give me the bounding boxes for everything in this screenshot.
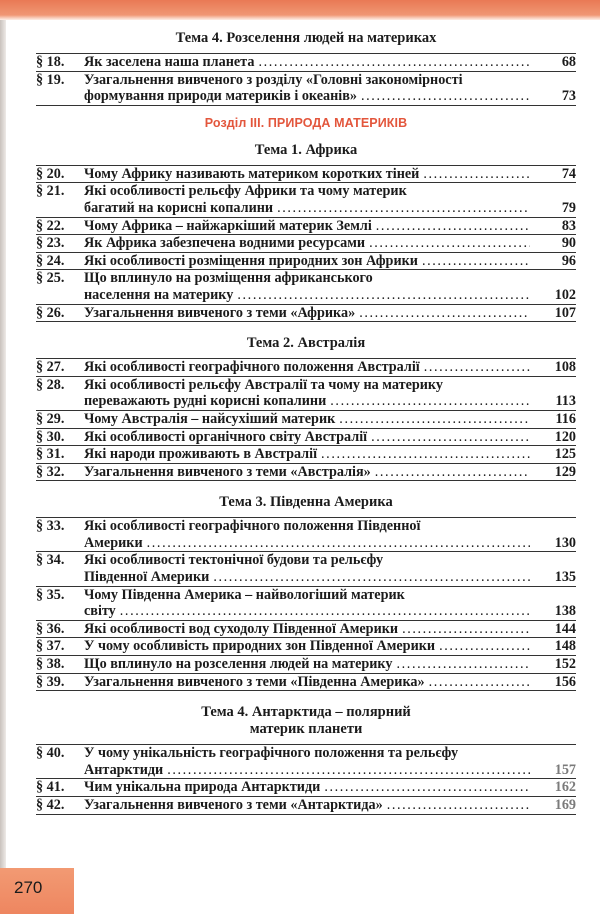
toc-entry-34[interactable] bbox=[36, 552, 576, 586]
entry-page: 156 bbox=[554, 673, 576, 690]
entry-number: § 38. bbox=[36, 656, 65, 673]
toc-entry-25[interactable] bbox=[36, 270, 576, 304]
toc-entry-42[interactable] bbox=[36, 797, 576, 815]
entry-title: Чому Африка – найжаркіший материк Землі bbox=[84, 217, 372, 234]
theme-heading-antarctica bbox=[36, 704, 576, 738]
entry-title: Які особливості географічного положення Австралії bbox=[84, 359, 420, 376]
toc-entry-23[interactable] bbox=[36, 235, 576, 253]
entry-page: 96 bbox=[561, 252, 576, 269]
dot-leader bbox=[369, 235, 530, 252]
theme-heading-settlement: Тема 4. Розселення людей на материках bbox=[175, 30, 437, 46]
entry-title: Які особливості рельєфу Африки та чому материк bbox=[84, 183, 407, 200]
entry-title: Узагальнення вивченого з теми «Антарктида» bbox=[84, 797, 383, 813]
entry-title: Які особливості вод суходолу Південної Америки bbox=[84, 620, 399, 637]
toc-entry-29[interactable] bbox=[36, 411, 576, 429]
settlement-entries bbox=[36, 53, 576, 106]
entry-page: 120 bbox=[554, 428, 576, 445]
entry-title: Які особливості органічного світу Австралії bbox=[84, 428, 368, 445]
entry-number: § 39. bbox=[36, 673, 65, 690]
entry-page: 74 bbox=[561, 165, 576, 182]
entry-number: § 28. bbox=[36, 376, 65, 393]
entry-title: Узагальнення вивченого з теми «Південна Америка» bbox=[84, 673, 425, 690]
toc-entry-22[interactable] bbox=[36, 218, 576, 236]
entry-number: § 23. bbox=[36, 235, 65, 252]
entry-number: § 34. bbox=[36, 552, 65, 569]
entry-page: 129 bbox=[554, 463, 576, 480]
entry-number: § 31. bbox=[36, 446, 65, 463]
dot-leader bbox=[423, 166, 530, 183]
entry-number: § 24. bbox=[36, 252, 65, 269]
dot-leader bbox=[277, 200, 530, 217]
entry-page: 169 bbox=[554, 797, 576, 813]
entry-number: § 40. bbox=[36, 745, 65, 762]
entry-number: § 41. bbox=[36, 779, 65, 796]
entry-title: Чому Африку називають материком коротких тіней bbox=[84, 165, 420, 182]
dot-leader bbox=[237, 287, 530, 304]
entry-page: 90 bbox=[561, 235, 576, 252]
page-edge-shadow bbox=[0, 20, 6, 914]
entry-page: 130 bbox=[554, 534, 576, 551]
dot-leader bbox=[147, 535, 530, 552]
toc-entry-39[interactable] bbox=[36, 674, 576, 692]
entry-number: § 26. bbox=[36, 304, 65, 321]
entry-page: 116 bbox=[555, 410, 576, 427]
entry-title-cont: Антарктиди bbox=[84, 761, 164, 778]
toc-entry-31[interactable] bbox=[36, 446, 576, 464]
toc-entry-30[interactable] bbox=[36, 429, 576, 447]
south-america-entries bbox=[36, 517, 576, 691]
entry-number: § 42. bbox=[36, 797, 65, 813]
entry-number: § 37. bbox=[36, 638, 65, 655]
toc-entry-41[interactable] bbox=[36, 779, 576, 797]
entry-page: 157 bbox=[554, 761, 576, 778]
entry-title: Які особливості тектонічної будови та рельєфу bbox=[84, 552, 384, 569]
dot-leader bbox=[324, 779, 530, 796]
entry-number: § 32. bbox=[36, 463, 65, 480]
entry-number: § 27. bbox=[36, 359, 65, 376]
top-decorative-band bbox=[0, 0, 600, 20]
dot-leader bbox=[339, 411, 530, 428]
entry-number: § 33. bbox=[36, 518, 65, 535]
toc-entry-19[interactable] bbox=[36, 72, 576, 106]
entry-title: Що вплинуло на розселення людей на материку bbox=[84, 656, 393, 673]
theme-heading-africa: Тема 1. Африка bbox=[254, 141, 358, 158]
toc-entry-36[interactable] bbox=[36, 621, 576, 639]
entry-title: Узагальнення вивченого з теми «Африка» bbox=[84, 304, 356, 321]
antarctica-entries bbox=[36, 744, 576, 814]
dot-leader bbox=[167, 762, 530, 779]
entry-number: § 20. bbox=[36, 165, 65, 182]
dot-leader bbox=[439, 638, 530, 655]
entry-number: § 19. bbox=[36, 71, 65, 88]
dot-leader bbox=[424, 359, 530, 376]
dot-leader bbox=[402, 621, 530, 638]
dot-leader bbox=[359, 305, 530, 322]
entry-page: 79 bbox=[561, 199, 576, 216]
entry-title: Які особливості розміщення природних зон Африки bbox=[84, 252, 418, 269]
toc-entry-27[interactable] bbox=[36, 359, 576, 377]
entry-page: 162 bbox=[554, 779, 576, 796]
entry-title: Чому Південна Америка – найвологіший материк bbox=[84, 586, 405, 603]
entry-number: § 21. bbox=[36, 183, 65, 200]
entry-page: 108 bbox=[554, 359, 576, 376]
entry-title: Узагальнення вивченого з теми «Австралія» bbox=[84, 463, 371, 480]
entry-page: 138 bbox=[554, 603, 576, 620]
entry-title: Які особливості географічного положення Південної bbox=[84, 518, 421, 535]
toc-entry-40[interactable] bbox=[36, 745, 576, 779]
entry-number: § 25. bbox=[36, 270, 65, 287]
entry-title-cont: багатий на корисні копалини bbox=[84, 199, 274, 216]
page-number: 270 bbox=[14, 878, 43, 897]
entry-number: § 22. bbox=[36, 217, 65, 234]
africa-entries bbox=[36, 165, 576, 322]
theme-heading-australia: Тема 2. Австралія bbox=[246, 335, 366, 352]
entry-number: § 36. bbox=[36, 620, 65, 637]
entry-page: 148 bbox=[554, 638, 576, 655]
entry-page: 107 bbox=[554, 304, 576, 321]
entry-number: § 30. bbox=[36, 428, 65, 445]
entry-page: 83 bbox=[561, 217, 576, 234]
entry-title: Узагальнення вивченого з розділу «Головні закономірності bbox=[84, 71, 463, 88]
entry-title-cont: населення на материку bbox=[84, 286, 234, 303]
entry-title-cont: Південної Америки bbox=[84, 569, 210, 586]
entry-title-cont: Америки bbox=[84, 534, 143, 551]
entry-number: § 29. bbox=[36, 410, 65, 427]
entry-page: 73 bbox=[561, 88, 576, 105]
toc-entry-33[interactable] bbox=[36, 518, 576, 552]
dot-leader bbox=[330, 393, 530, 410]
toc-entry-21[interactable] bbox=[36, 183, 576, 217]
toc-entry-35[interactable] bbox=[36, 587, 576, 621]
dot-leader bbox=[387, 797, 530, 814]
entry-page: 68 bbox=[561, 54, 576, 70]
entry-title: Чим унікальна природа Антарктиди bbox=[84, 779, 321, 796]
toc-entry-28[interactable] bbox=[36, 377, 576, 411]
entry-title-cont: формування природи материків і океанів» bbox=[84, 88, 357, 105]
toc-entry-20[interactable] bbox=[36, 166, 576, 184]
toc-entry-18[interactable] bbox=[36, 54, 576, 72]
dot-leader bbox=[397, 656, 531, 673]
theme-heading-south-america: Тема 3. Південна Америка bbox=[219, 494, 393, 511]
table-of-contents bbox=[36, 30, 576, 815]
entry-page: 125 bbox=[554, 446, 576, 463]
entry-page: 135 bbox=[554, 569, 576, 586]
entry-number: § 35. bbox=[36, 586, 65, 603]
theme-heading-line-1: Тема 4. Антарктида – полярний bbox=[201, 704, 411, 721]
dot-leader bbox=[120, 603, 530, 620]
entry-title-cont: переважають рудні корисні копалини bbox=[84, 393, 327, 410]
dot-leader bbox=[375, 464, 530, 481]
toc-entry-32[interactable] bbox=[36, 464, 576, 482]
toc-entry-24[interactable] bbox=[36, 253, 576, 271]
entry-title: У чому унікальність географічного положення та рельєфу bbox=[84, 745, 459, 762]
entry-number: § 18. bbox=[36, 54, 65, 70]
entry-page: 152 bbox=[554, 656, 576, 673]
entry-title: Які народи проживають в Австралії bbox=[84, 446, 318, 463]
dot-leader bbox=[429, 674, 530, 691]
section-heading: Розділ III. ПРИРОДА МАТЕРИКІВ bbox=[204, 115, 408, 130]
toc-entry-26[interactable] bbox=[36, 305, 576, 323]
toc-entry-37[interactable] bbox=[36, 638, 576, 656]
theme-heading-line-2: материк планети bbox=[249, 721, 363, 738]
entry-title: Як заселена наша планета bbox=[84, 54, 255, 70]
dot-leader bbox=[258, 54, 530, 71]
dot-leader bbox=[376, 218, 530, 235]
entry-title: Чому Австралія – найсухіший материк bbox=[84, 410, 336, 427]
entry-page: 113 bbox=[555, 393, 576, 410]
entry-title-cont: світу bbox=[84, 603, 116, 620]
dot-leader bbox=[213, 569, 530, 586]
entry-title: Що вплинуло на розміщення африканського bbox=[84, 270, 373, 287]
toc-entry-38[interactable] bbox=[36, 656, 576, 674]
entry-title: У чому особливість природних зон Південної Америки bbox=[84, 638, 436, 655]
australia-entries bbox=[36, 358, 576, 481]
dot-leader bbox=[361, 88, 530, 105]
entry-page: 144 bbox=[554, 620, 576, 637]
dot-leader bbox=[422, 253, 530, 270]
dot-leader bbox=[371, 429, 530, 446]
entry-title: Які особливості рельєфу Австралії та чому на материку bbox=[84, 376, 444, 393]
dot-leader bbox=[321, 446, 530, 463]
entry-page: 102 bbox=[554, 286, 576, 303]
entry-title: Як Африка забезпечена водними ресурсами bbox=[84, 235, 366, 252]
